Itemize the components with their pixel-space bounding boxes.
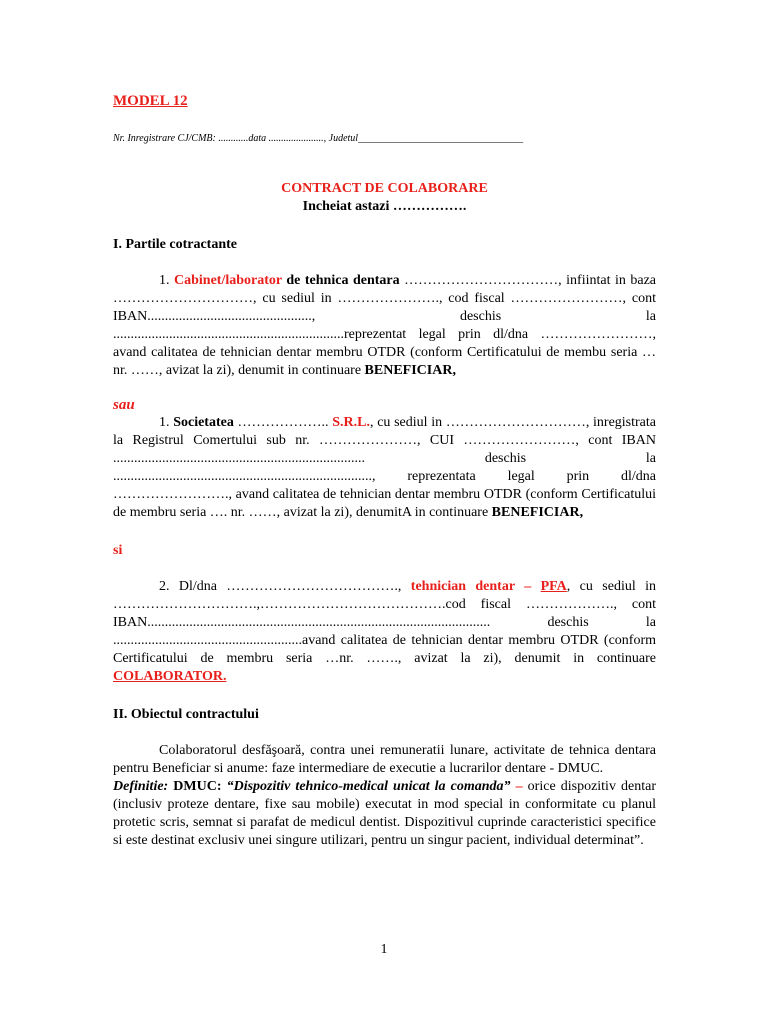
section-heading-parties: I. Partile cotractante	[113, 237, 237, 252]
party-label: Societatea	[173, 415, 234, 430]
model-label: MODEL 12	[113, 93, 188, 109]
definition-paragraph	[113, 778, 656, 850]
party-label-rest: de tehnica dentara	[281, 273, 400, 288]
section-heading-object: II. Obiectul contractului	[113, 707, 259, 722]
definition-label: Definitie:	[113, 779, 169, 794]
pfa-label: PFA	[540, 579, 567, 594]
party-role: COLABORATOR.	[113, 669, 227, 684]
party-number: 1.	[159, 415, 170, 430]
definition-quote: “Dispozitiv tehnico-medical unicat la comanda”	[226, 779, 511, 794]
party-role: BENEFICIAR,	[364, 363, 456, 378]
party-text: ……………………………, infiintat in baza …………………………, cu sediul in …………………., cod fiscal ……………………, cont IBAN..............................................., deschis la ..................................................................reprezentat legal prin dl/dna ……………………, avand calitatea de tehnician dentar membru OTDR (conform Certificatului de membu seria …nr. ……, avizat la zi), denumit in continuare	[113, 273, 657, 378]
object-paragraph: Colaboratorul desfăşoară, contra unei remuneratii lunare, activitate de tehnica dentara pentru Beneficiar si anume: faze intermediare de executie a lucrarilor dentare - DMUC.	[113, 743, 656, 776]
party-beneficiary-cabinet	[113, 272, 656, 380]
party-label: Cabinet/laborator	[174, 273, 282, 288]
srl-label: S.R.L.	[328, 415, 370, 430]
party-role: BENEFICIAR,	[491, 505, 584, 520]
alternative-sau: sau	[113, 397, 135, 413]
party-number: 2.	[159, 579, 170, 594]
document-body	[113, 92, 656, 850]
party-text-b: , cu sediul in ………………………….,………………………………….cod fiscal ………………., cont IBAN.................................................................................................. deschis la ......................................................avand calitatea de tehnician dentar membru OTDR (conform Certificatului de membru seria …nr. ……., avizat la zi), denumit in continuare	[113, 579, 656, 666]
registration-line: Nr. Inregistrare CJ/CMB: ............data ......................, Judetul_________________________________	[113, 133, 524, 144]
definition-text: orice dispozitiv dentar (inclusiv proteze dentare, fixe sau mobile) executat in mod special in conformitate cu planul protetic scris, semnat si parafat de medicul dentist. Dispozitivul cuprinde caracteristici specifice si este destinat exclusiv unei singure utilizari, pentru un singur pacient, individual determinat”.	[113, 779, 656, 848]
contract-title: CONTRACT DE COLABORARE	[281, 181, 488, 196]
definition-dash: –	[510, 779, 523, 794]
contract-date-line: Incheiat astazi …………….	[302, 199, 467, 214]
party-collaborator	[113, 578, 656, 686]
party-number: 1.	[159, 273, 170, 288]
conjunction-si: si	[113, 543, 123, 558]
page-number: 1	[380, 942, 388, 957]
party-label: tehnician dentar –	[410, 579, 541, 594]
party-dots: ………………..	[233, 415, 329, 430]
party-beneficiary-srl	[113, 414, 656, 522]
party-text-a: Dl/dna ……………………………….,	[178, 579, 411, 594]
definition-term: DMUC:	[168, 779, 227, 794]
party-text: , cu sediul in …………………………, inregistrata la Registrul Comertului sub nr. …………………, CUI ……………………, cont IBAN ........................................................................ deschis la .........................................................................., reprezentata legal prin dl/dna ……………………., avand calitatea de tehnician dentar membru OTDR (conform Certificatului de membru seria …. nr. ……, avizat la zi), denumitA in continuare	[113, 415, 657, 520]
